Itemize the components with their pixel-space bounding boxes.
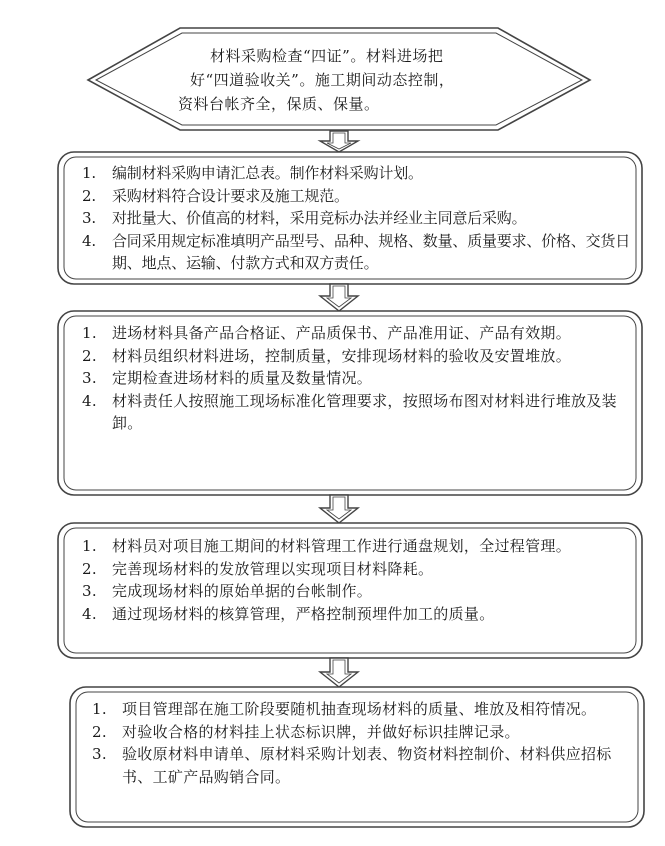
list-item: 2. 对验收合格的材料挂上状态标识牌，并做好标识挂牌记录。 (92, 722, 520, 741)
list-item: 1. 进场材料具备产品合格证、产品质保书、产品准用证、产品有效期。 (82, 324, 572, 342)
list-item: 1. 编制材料采购申请汇总表。制作材料采购计划。 (82, 164, 423, 182)
list-item: 4. 材料责任人按照施工现场标准化管理要求，按照场布图对材料进行堆放及装卸。 (82, 391, 617, 432)
list-item: 2. 完善现场材料的发放管理以实现项目材料降耗。 (82, 559, 434, 578)
down-arrow-icon (320, 131, 358, 152)
down-arrow-icon (320, 284, 358, 311)
inspection-steps (92, 698, 632, 788)
list-item: 1. 材料员对项目施工期间的材料管理工作进行通盘规划，全过程管理。 (82, 537, 572, 555)
summary-text (150, 44, 520, 116)
summary-line: 资料台帐齐全，保质、保量。 (178, 95, 380, 113)
list-item: 3. 验收原材料申请单、原材料采购计划表、物资材料控制价、材料供应招标书、工矿产品购销合同。 (92, 745, 612, 786)
list-item: 3. 对批量大、价值高的材料，采用竞标办法并经业主同意后采购。 (82, 209, 527, 227)
management-steps (82, 535, 632, 625)
down-arrow-icon (320, 495, 358, 523)
summary-line: 好“四道验收关”。施工期间动态控制， (190, 71, 455, 89)
summary-line: 材料采购检查“四证”。材料进场把 (210, 47, 444, 65)
list-item: 3. 完成现场材料的原始单据的台帐制作。 (82, 582, 373, 600)
list-item: 4. 合同采用规定标准填明产品型号、品种、规格、数量、质量要求、价格、交货日期、地点、运输、付款方式和双方责任。 (82, 231, 631, 272)
list-item: 4. 通过现场材料的核算管理，严格控制预埋件加工的质量。 (82, 604, 495, 623)
list-item: 3. 定期检查进场材料的质量及数量情况。 (82, 369, 373, 387)
list-item: 2. 采购材料符合设计要求及施工规范。 (82, 186, 349, 205)
entry-steps (82, 322, 632, 435)
list-item: 1. 项目管理部在施工阶段要随机抽查现场材料的质量、堆放及相符情况。 (92, 700, 597, 718)
down-arrow-icon (320, 658, 358, 687)
purchase-steps (82, 162, 630, 275)
list-item: 2. 材料员组织材料进场，控制质量，安排现场材料的验收及安置堆放。 (82, 346, 572, 365)
